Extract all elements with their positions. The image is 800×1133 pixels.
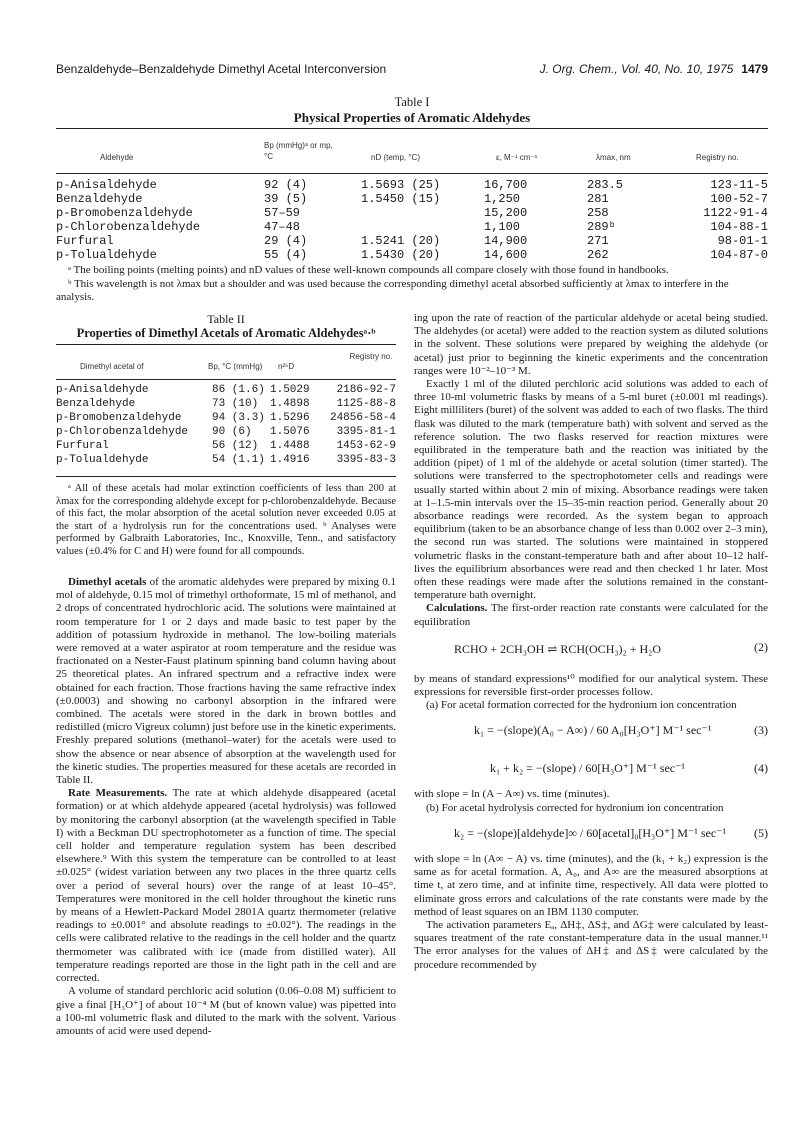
paragraph-activation-parameters: The activation parameters Eₐ, ΔH‡, ΔS‡, and ΔG‡ were calculated by least-squares treatment of the rate constant-temperature data in the usual manner.¹¹ The error analyses for the values of ΔH‡ and ΔS‡ were calculated by the procedure recommended by xyxy=(414,918,768,971)
table1-col-aldehyde: Aldehyde xyxy=(100,153,134,162)
table2-col-acetal: Dimethyl acetal of xyxy=(80,362,144,371)
table-row: p-Tolualdehyde 54 (1.1) 1.4916 3395-83-3 xyxy=(56,454,396,466)
table1-footnote-b: ᵇ This wavelength is not λmax but a shoulder and was used because the corresponding dimethyl acetal absorbed sufficiently at λmax to interfere in the analysis. xyxy=(56,278,729,303)
table2-bottom-rule xyxy=(56,476,396,477)
equation-5: k₂ = −(slope)[aldehyde]∞ / 60[acetal]₀[H₃O⁺] M⁻¹ sec⁻¹ (5) xyxy=(454,825,768,840)
left-column xyxy=(56,312,396,1038)
table1-body xyxy=(56,178,768,262)
paragraph-standard-expressions: by means of standard expressions¹⁰ modified for our analytical system. These expressions for reversible first-order processes follow. xyxy=(414,672,768,699)
table-row: Furfural 56 (12) 1.4488 1453-62-9 xyxy=(56,440,396,452)
page-number: 1479 xyxy=(741,62,768,76)
table-row: p-Bromobenzaldehyde 57–59 15,200 258 1122-91-4 xyxy=(56,206,768,220)
right-column xyxy=(414,312,768,972)
paragraph-perchloric-acid: A volume of standard perchloric acid solution (0.06–0.08 M) sufficient to give a final [H₃O⁺] of about 10⁻⁴ M (but of known value) was pipetted into a 100-ml volumetric flask and diluted to the mark with the solvent. Various amounts of acid were used depend- xyxy=(56,985,396,1037)
running-title: Benzaldehyde–Benzaldehyde Dimethyl Acetal Interconversion xyxy=(56,62,387,76)
table2-header-rule xyxy=(56,379,396,380)
table1-header xyxy=(56,132,768,174)
table-row: p-Bromobenzaldehyde 94 (3.3) 1.5296 24856-58-4 xyxy=(56,412,396,424)
table1-label: Table I xyxy=(394,95,430,109)
running-header xyxy=(56,62,768,80)
table1-col-lambda: λmax, nm xyxy=(596,153,631,162)
table-row: p-Tolualdehyde 55 (4) 1.5430 (20) 14,600 262 104-87-0 xyxy=(56,248,768,262)
table-row: Benzaldehyde 39 (5) 1.5450 (15) 1,250 281 100-52-7 xyxy=(56,192,768,206)
table2-footnote: ᵃ All of these acetals had molar extinction coefficients of less than 200 at λmax for the corresponding aldehyde except for p-chlorobenzaldehyde. Because of this fact, the molar absorption of the acetal solution never exceeded 0.05 at the start of a hydrolysis run for the concentrations used. ᵇ Analyses were performed by Galbraith Laboratories, Inc., Knoxville, Tenn., and satisfactory values (±0.4% for C and H) were found for all compounds. xyxy=(56,483,396,557)
table2-title: Properties of Dimethyl Acetals of Aromatic Aldehydesᵃ·ᵇ xyxy=(76,326,376,340)
table1-caption xyxy=(56,95,768,126)
heading-dimethyl-acetals: Dimethyl acetals xyxy=(68,576,147,588)
table1-col-registry: Registry no. xyxy=(696,153,739,162)
table-row: p-Chlorobenzaldehyde 47–48 1,100 289ᵇ 104-88-1 xyxy=(56,220,768,234)
table2-col-bp: Bp, °C (mmHg) xyxy=(208,362,263,371)
paragraph-slope-a: with slope = ln (A − A∞) vs. time (minutes). xyxy=(414,788,610,801)
table-row: p-Anisaldehyde 86 (1.6) 1.5029 2186-92-7 xyxy=(56,384,396,396)
paragraph-slope-b: with slope = ln (A∞ − A) vs. time (minutes), and the (k₁ + k₂) expression is the same as for acetal formation. A, A₀, and A∞ are the measured absorptions at time t, at zero time, and at infinite time, respectively. All data were plotted to eliminate gross errors and calculations of the rate constants were made by the method of least squares on an IBM 1130 computer. xyxy=(414,852,768,918)
equation-4: k₁ + k₂ = −(slope) / 60[H₃O⁺] M⁻¹ sec⁻¹ (4) xyxy=(490,761,768,776)
table1-header-rule xyxy=(56,173,768,174)
table1-col-epsilon: ε, M⁻¹ cm⁻¹ xyxy=(496,153,538,162)
table2-header xyxy=(56,345,396,379)
paragraph-acetals: Dimethyl acetals of the aromatic aldehydes were prepared by mixing 0.1 mol of aldehyde, 0.15 mol of trimethyl orthoformate, 15 ml of methanol, and 2 drops of concentrated hydrochloric acid. The solutions were maintained at room temperature for 1 or 2 days and made basic to test paper by the addition of potassium hydroxide in methanol. The low-boiling materials were removed at a water aspirator at room temperature and the residue was fractionated on a Nester-Faust platinum spinning band column having about 25 theoretical plates. An infrared spectrum and a refractive index were obtained for each fraction. Those fractions having the same refractive index (±0.0003) and showing no carbonyl absorption in the infrared were combined. The acetals were stored in the dark in brown bottles and redistilled (micro Vigreux column) just before use in the kinetic experiments. Freshly prepared solutions (methanol–water) for the acetals were used to show the absence or near absence of absorption at the wavelength used for the kinetic studies. The properties measured for these acetals are recorded in Table II. xyxy=(56,576,397,787)
table-row: Benzaldehyde 73 (10) 1.4898 1125-88-8 xyxy=(56,398,396,410)
equation-3: k₁ = −(slope)(A₀ − A∞) / 60 A₀[H₃O⁺] M⁻¹ sec⁻¹ (3) xyxy=(474,723,768,738)
table2-col-nd: n²⁵D xyxy=(278,362,295,371)
heading-rate-measurements: Rate Measurements. xyxy=(68,787,168,800)
heading-calculations: Calculations. xyxy=(426,602,488,615)
paragraph-procedure: Exactly 1 ml of the diluted perchloric acid solutions was added to each of three 10-ml volumetric flasks by means of a 5-ml buret (±0.001 ml readings). Eight milliliters (buret) of the solvent was added to each of two flasks. The third flask was diluted to the mark (temperature bath) with solvent and served as the reference solution. The two flasks reserved for reaction mixtures were equilibrated in the temperature bath and the reaction was initiated by the addition (pipet) of 1 ml of the aldehyde or acetal solution (timer started). The solutions were transferred to the spectrophotometer cells and readings were usually started within about 2 min of mixing. Absorbance readings were taken at 1–1.5-min intervals over the 15–35-min reaction period. Generally about 20 absorbance readings were recorded. As the system began to approach equilibrium (taken to be an absorbance change of less than 0.002 over 2–3 min), the second run was started. The solutions were maintained in stoppered volumetric flasks in the constant-temperature bath and after about 10–12 half-lives the equilibrium absorbances were read and then checked 1 hr later. Most often these readings were made after the solutions remained in the constant-temperature bath overnight. xyxy=(414,378,768,602)
paragraph-rate-measurements: Rate Measurements. The rate at which aldehyde disappeared (acetal formation) or at which aldehyde appeared (acetal hydrolysis) was followed by monitoring the carbonyl absorption (at the wavelength specified in Table I) with a Beckman DU spectrophotometer as a function of time. The special cell holder and temperature regulation system has been described elsewhere.⁹ With this system the temperature can be controlled to at least ±0.025° (widest variation between any two places in the three quartz cells over a period of several hours) over the range of at least 10–45°. Temperatures were monitored in the cell holder throughout the kinetic runs by means of a Hewlett-Packard Model 2801A quartz thermometer (relative readings to ±0.001° and absolute readings to ±0.02°). The readings in the cells were calibrated relative to the readings in the cell holder and the quartz thermometer was calibrated with ice (made from distilled water). All temperature readings reported are those in the light path in the cell and are corrected. xyxy=(56,787,396,985)
table2-caption xyxy=(56,312,396,340)
paragraph-acetal-formation: (a) For acetal formation corrected for the hydronium ion concentration xyxy=(426,699,737,712)
table2-col-registry: Registry no. xyxy=(349,352,393,361)
table1-col-bp: Bp (mmHg)ᵃ or mp, °C xyxy=(264,141,333,161)
journal-citation: J. Org. Chem., Vol. 40, No. 10, 1975 1479 xyxy=(539,62,768,76)
table2-label: Table II xyxy=(207,312,245,326)
paragraph-continued: ing upon the rate of reaction of the particular aldehyde or acetal being studied. The aldehydes (or acetal) were added to the reaction system as diluted solutions in the solvent. These solutions were prepared by weighing the aldehyde (or acetal) just prior to beginning the kinetic experiments and the concentration ranges were 10⁻²–10⁻³ M. xyxy=(414,312,768,377)
table1-top-rule xyxy=(56,128,768,129)
table2-body xyxy=(56,384,396,476)
table1-footnote-a: ᵃ The boiling points (melting points) and nD values of these well-known compounds all compare closely with those found in handbooks. xyxy=(68,264,669,276)
paragraph-calculations: Calculations. The first-order reaction rate constants were calculated for the equilibration xyxy=(414,602,768,628)
table-row: p-Chlorobenzaldehyde 90 (6) 1.5076 3395-81-1 xyxy=(56,426,396,438)
table-row: p-Anisaldehyde 92 (4) 1.5693 (25) 16,700 283.5 123-11-5 xyxy=(56,178,768,192)
equation-2: RCHO + 2CH₃OH ⇌ RCH(OCH₃)₂ + H₂O (2) xyxy=(454,639,768,656)
table1-title: Physical Properties of Aromatic Aldehydes xyxy=(293,110,531,125)
paragraph-acetal-hydrolysis: (b) For acetal hydrolysis corrected for hydronium ion concentration xyxy=(426,801,724,814)
table-row: Furfural 29 (4) 1.5241 (20) 14,900 271 98-01-1 xyxy=(56,234,768,248)
table1-col-nd: nD (temp, °C) xyxy=(371,153,420,162)
